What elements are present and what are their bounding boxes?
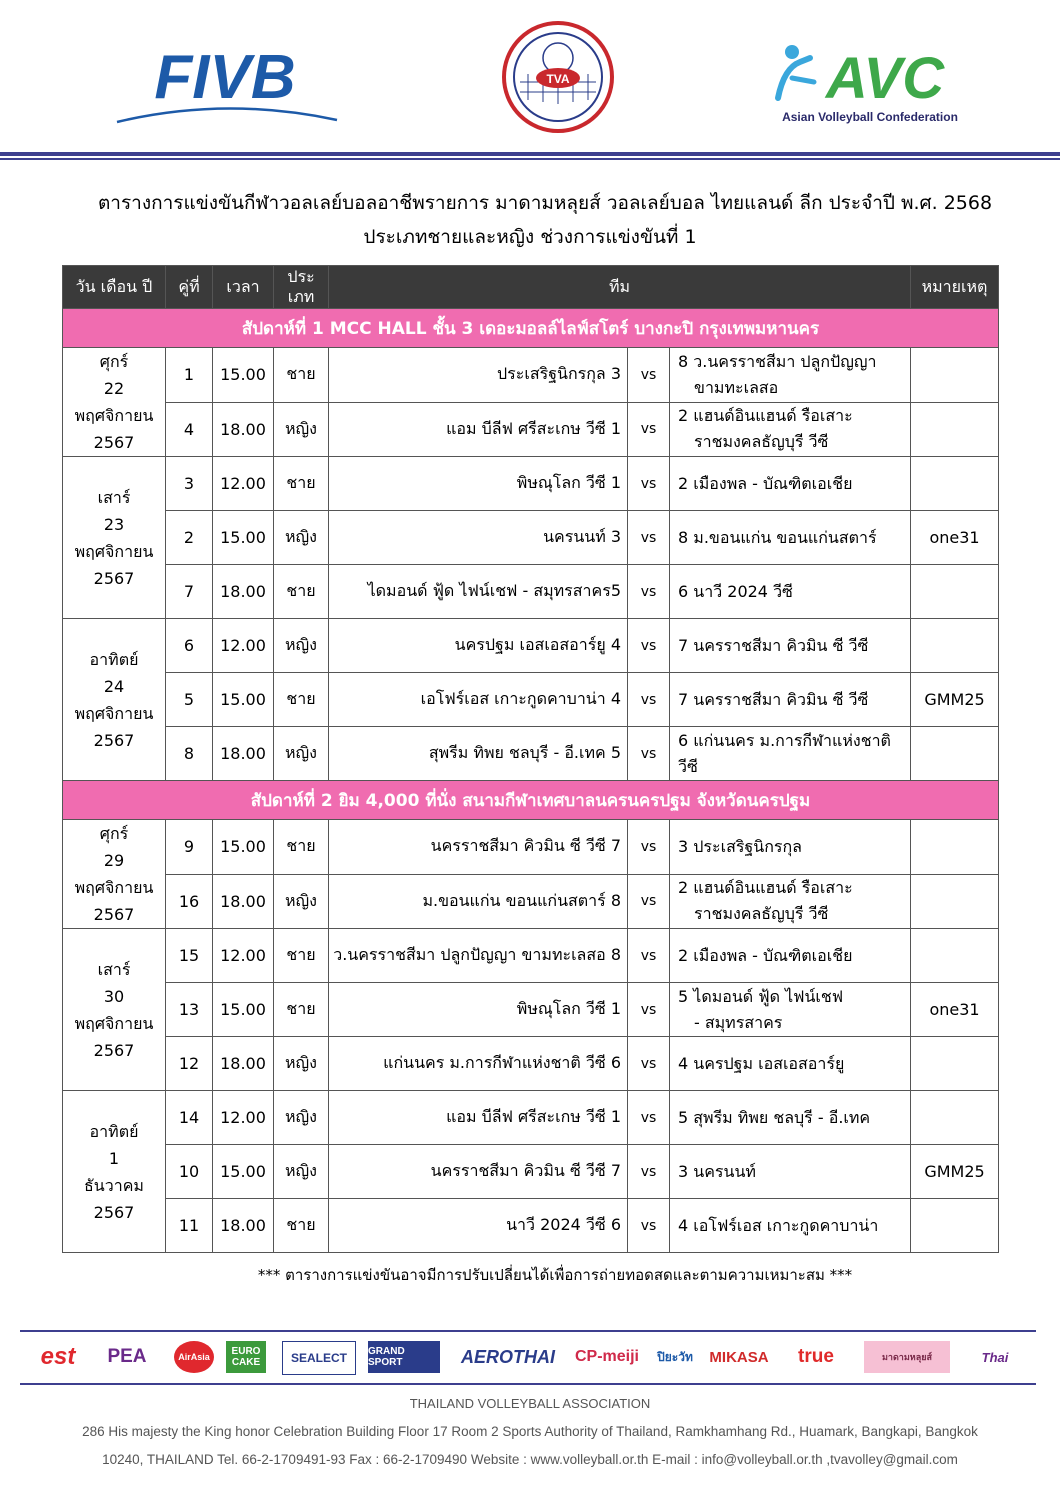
match-type: หญิง bbox=[274, 1091, 329, 1145]
away-team-line1: 2 แฮนด์อินแฮนด์ รือเสาะ bbox=[678, 878, 853, 898]
schedule-subtitle: ประเภทชายและหญิง ช่วงการแข่งขันที่ 1 bbox=[363, 226, 697, 248]
date-year: 2567 bbox=[93, 433, 135, 452]
date-year: 2567 bbox=[93, 568, 135, 588]
table-row bbox=[63, 673, 999, 727]
match-time: 15.00 bbox=[213, 1145, 274, 1199]
home-team: นาวี 2024 วีซี 6 bbox=[329, 1199, 628, 1253]
away-team-line1: 5 ไดมอนด์ ฟู้ด ไฟน์เชฟ bbox=[678, 986, 844, 1006]
sponsor-mikasa: MIKASA bbox=[709, 1348, 769, 1366]
table-header-row bbox=[63, 266, 999, 309]
away-team-line2: ขามทะเลสอ bbox=[694, 377, 779, 397]
away-team bbox=[670, 565, 911, 619]
match-no: 1 bbox=[166, 348, 213, 403]
sponsor-thai: Thai bbox=[981, 1349, 1009, 1365]
match-type: หญิง bbox=[274, 1037, 329, 1091]
date-year: 2567 bbox=[93, 1040, 135, 1060]
table-row bbox=[63, 820, 999, 875]
col-note: หมายเหตุ bbox=[911, 266, 999, 309]
home-team: ประเสริฐนิกรกุล 3 bbox=[329, 348, 628, 403]
away-team-line1: 6 แก่นนคร ม.การกีฬาแห่งชาติ วีซี bbox=[678, 730, 891, 776]
match-type: ชาย bbox=[274, 983, 329, 1037]
match-time: 15.00 bbox=[213, 673, 274, 727]
match-note bbox=[911, 457, 999, 511]
away-team-line1: 4 นครปฐม เอสเอสอาร์ยู bbox=[678, 1053, 845, 1073]
date-cell bbox=[63, 929, 166, 1091]
col-type-line1: ประ bbox=[287, 267, 315, 286]
match-no: 15 bbox=[166, 929, 213, 983]
table-row bbox=[63, 565, 999, 619]
match-no: 4 bbox=[166, 402, 213, 457]
footnote: *** ตารางการแข่งขันอาจมีการปรับเปลี่ยนได้เพื่อการถ่ายทอดสดและตามความเหมาะสม *** bbox=[257, 1266, 853, 1284]
away-team-line1: 4 เอโฟร์เอส เกาะกูดคาบาน่า bbox=[678, 1215, 879, 1235]
header-rule-thin bbox=[0, 158, 1060, 160]
vs-label: vs bbox=[628, 929, 670, 983]
match-type: ชาย bbox=[274, 565, 329, 619]
match-note: GMM25 bbox=[911, 673, 999, 727]
date-date: 22 bbox=[103, 379, 125, 398]
table-row bbox=[63, 929, 999, 983]
schedule-table bbox=[62, 265, 999, 1253]
schedule-body bbox=[63, 309, 999, 1253]
away-team bbox=[670, 983, 911, 1037]
away-team bbox=[670, 1199, 911, 1253]
table-row bbox=[63, 1145, 999, 1199]
date-date: 23 bbox=[103, 514, 125, 534]
away-team bbox=[670, 457, 911, 511]
vs-label: vs bbox=[628, 1145, 670, 1199]
match-time: 12.00 bbox=[213, 457, 274, 511]
match-note bbox=[911, 727, 999, 781]
match-time: 18.00 bbox=[213, 402, 274, 457]
col-time: เวลา bbox=[213, 266, 274, 309]
sponsor-rule-bottom bbox=[20, 1383, 1036, 1385]
vs-label: vs bbox=[628, 820, 670, 875]
table-row bbox=[63, 1091, 999, 1145]
date-month: พฤศจิกายน bbox=[74, 703, 154, 723]
footer-org: THAILAND VOLLEYBALL ASSOCIATION bbox=[409, 1396, 651, 1411]
week-heading: สัปดาห์ที่ 2 ยิม 4,000 ที่นั่ง สนามกีฬาเทศบาลนครนครปฐม จังหวัดนครปฐม bbox=[63, 781, 999, 820]
match-note bbox=[911, 1199, 999, 1253]
away-team-line1: 8 ม.ขอนแก่น ขอนแก่นสตาร์ bbox=[678, 527, 877, 547]
away-team-line2: ราชมงคลธัญบุรี วีซี bbox=[694, 432, 829, 452]
table-row bbox=[63, 1199, 999, 1253]
away-team-line1: 5 สุพรีม ทิพย ชลบุรี - อี.เทค bbox=[678, 1107, 871, 1127]
week-heading-row bbox=[63, 309, 999, 348]
away-team-line1: 3 นครนนท์ bbox=[678, 1161, 756, 1181]
match-time: 18.00 bbox=[213, 874, 274, 929]
away-team bbox=[670, 727, 911, 781]
date-year: 2567 bbox=[93, 730, 135, 750]
col-match: คู่ที่ bbox=[166, 266, 213, 309]
away-team bbox=[670, 402, 911, 457]
date-cell bbox=[63, 820, 166, 929]
away-team-line1: 2 แฮนด์อินแฮนด์ รือเสาะ bbox=[678, 406, 853, 426]
sponsor-piyawat: ปิยะวัท bbox=[657, 1349, 693, 1364]
match-no: 3 bbox=[166, 457, 213, 511]
home-team: ไดมอนด์ ฟู้ด ไฟน์เชฟ - สมุทรสาคร5 bbox=[329, 565, 628, 619]
match-no: 2 bbox=[166, 511, 213, 565]
away-team bbox=[670, 348, 911, 403]
home-team: นครนนท์ 3 bbox=[329, 511, 628, 565]
date-date: 29 bbox=[103, 851, 125, 870]
away-team bbox=[670, 1037, 911, 1091]
home-team: ม.ขอนแก่น ขอนแก่นสตาร์ 8 bbox=[329, 874, 628, 929]
col-team: ทีม bbox=[329, 266, 911, 309]
sponsor-aerothai: AEROTHAI bbox=[461, 1346, 555, 1367]
vs-label: vs bbox=[628, 402, 670, 457]
date-cell bbox=[63, 1091, 166, 1253]
away-team-line2: ราชมงคลธัญบุรี วีซี bbox=[694, 904, 829, 924]
home-team: แอม บีลีฟ ศรีสะเกษ วีซี 1 bbox=[329, 1091, 628, 1145]
match-type: ชาย bbox=[274, 673, 329, 727]
away-team-line1: 7 นครราชสีมา คิวมิน ซี วีซี bbox=[678, 689, 869, 709]
table-row bbox=[63, 983, 999, 1037]
date-month: พฤศจิกายน bbox=[74, 878, 154, 897]
date-day: อาทิตย์ bbox=[89, 649, 139, 669]
home-team: เอโฟร์เอส เกาะกูดคาบาน่า 4 bbox=[329, 673, 628, 727]
away-team bbox=[670, 820, 911, 875]
match-type: หญิง bbox=[274, 727, 329, 781]
date-year: 2567 bbox=[93, 1202, 135, 1222]
fivb-logo bbox=[115, 38, 340, 128]
date-day: เสาร์ bbox=[97, 487, 131, 507]
away-team-line2: - สมุทรสาคร bbox=[694, 1012, 783, 1032]
match-type: หญิง bbox=[274, 402, 329, 457]
match-note bbox=[911, 402, 999, 457]
match-type: ชาย bbox=[274, 348, 329, 403]
match-no: 13 bbox=[166, 983, 213, 1037]
date-month: ธันวาคม bbox=[84, 1175, 144, 1195]
table-row bbox=[63, 511, 999, 565]
date-day: เสาร์ bbox=[97, 959, 131, 979]
match-note bbox=[911, 929, 999, 983]
home-team: สุพรีม ทิพย ชลบุรี - อี.เทค 5 bbox=[329, 727, 628, 781]
match-time: 18.00 bbox=[213, 565, 274, 619]
date-day: ศุกร์ bbox=[99, 352, 129, 371]
header-rule-thick bbox=[0, 152, 1060, 156]
footer-address: 286 His majesty the King honor Celebration Building Floor 17 Room 2 Sports Authority of Thailand, Ramkhamhang Rd., Huamark, Bangkapi, Bangkok bbox=[82, 1424, 978, 1439]
match-no: 11 bbox=[166, 1199, 213, 1253]
match-no: 5 bbox=[166, 673, 213, 727]
match-note: GMM25 bbox=[911, 1145, 999, 1199]
table-row bbox=[63, 1037, 999, 1091]
match-no: 9 bbox=[166, 820, 213, 875]
avc-logo bbox=[770, 38, 970, 133]
match-type: หญิง bbox=[274, 511, 329, 565]
match-time: 18.00 bbox=[213, 727, 274, 781]
match-time: 18.00 bbox=[213, 1037, 274, 1091]
vs-label: vs bbox=[628, 457, 670, 511]
col-type-line2: เภท bbox=[287, 287, 315, 306]
avc-logo-text: AVC bbox=[825, 46, 945, 108]
date-cell bbox=[63, 348, 166, 457]
page-header bbox=[0, 0, 1060, 160]
match-note bbox=[911, 348, 999, 403]
home-team: นครปฐม เอสเอสอาร์ยู 4 bbox=[329, 619, 628, 673]
vs-label: vs bbox=[628, 673, 670, 727]
match-no: 16 bbox=[166, 874, 213, 929]
table-row bbox=[63, 348, 999, 403]
away-team bbox=[670, 929, 911, 983]
table-row bbox=[63, 457, 999, 511]
match-time: 12.00 bbox=[213, 619, 274, 673]
match-type: หญิง bbox=[274, 874, 329, 929]
date-cell bbox=[63, 619, 166, 781]
home-team: ว.นครราชสีมา ปลูกปัญญา ขามทะเลสอ 8 bbox=[329, 929, 628, 983]
match-no: 14 bbox=[166, 1091, 213, 1145]
date-date: 1 bbox=[108, 1148, 120, 1168]
sponsor-madame-louis: มาดามหลุยส์ bbox=[864, 1341, 950, 1373]
footer-contact: 10240, THAILAND Tel. 66-2-1709491-93 Fax : 66-2-1709490 Website : www.volleyball.or.th E-mail : info@volleyball.or.th ,tvavolley@gmail.com bbox=[102, 1452, 958, 1467]
vs-label: vs bbox=[628, 348, 670, 403]
away-team bbox=[670, 673, 911, 727]
table-row bbox=[63, 402, 999, 457]
away-team-line1: 3 ประเสริฐนิกรกุล bbox=[678, 836, 802, 856]
away-team bbox=[670, 511, 911, 565]
match-time: 15.00 bbox=[213, 348, 274, 403]
sponsor-rule-top bbox=[20, 1330, 1036, 1332]
vs-label: vs bbox=[628, 727, 670, 781]
date-date: 24 bbox=[103, 676, 125, 696]
match-time: 12.00 bbox=[213, 929, 274, 983]
sponsor-true: true bbox=[798, 1346, 834, 1367]
away-team-line1: 8 ว.นครราชสีมา ปลูกปัญญา bbox=[678, 351, 877, 371]
match-type: หญิง bbox=[274, 1145, 329, 1199]
vs-label: vs bbox=[628, 983, 670, 1037]
away-team-line1: 7 นครราชสีมา คิวมิน ซี วีซี bbox=[678, 635, 869, 655]
home-team: นครราชสีมา คิวมิน ซี วีซี 7 bbox=[329, 820, 628, 875]
home-team: แก่นนคร ม.การกีฬาแห่งชาติ วีซี 6 bbox=[329, 1037, 628, 1091]
match-time: 15.00 bbox=[213, 820, 274, 875]
date-cell bbox=[63, 457, 166, 619]
away-team bbox=[670, 1145, 911, 1199]
away-team-line1: 2 เมืองพล - บัณฑิตเอเชีย bbox=[678, 945, 853, 965]
vs-label: vs bbox=[628, 565, 670, 619]
date-month: พฤศจิกายน bbox=[74, 1013, 154, 1033]
col-date: วัน เดือน ปี bbox=[63, 266, 166, 309]
away-team bbox=[670, 619, 911, 673]
week-heading-row bbox=[63, 781, 999, 820]
match-time: 15.00 bbox=[213, 511, 274, 565]
tva-logo-text: TVA bbox=[546, 72, 570, 86]
sponsor-pea: PEA bbox=[107, 1346, 147, 1367]
match-type: ชาย bbox=[274, 820, 329, 875]
date-month: พฤศจิกายน bbox=[74, 406, 154, 425]
home-team: พิษณุโลก วีซี 1 bbox=[329, 457, 628, 511]
sponsor-airasia: AirAsia bbox=[174, 1341, 214, 1373]
date-day: อาทิตย์ bbox=[89, 1121, 139, 1141]
away-team bbox=[670, 1091, 911, 1145]
avc-subtitle: Asian Volleyball Confederation bbox=[782, 110, 958, 124]
sponsor-bar bbox=[28, 1337, 1038, 1377]
vs-label: vs bbox=[628, 1199, 670, 1253]
col-type bbox=[274, 266, 329, 309]
home-team: นครราชสีมา คิวมิน ซี วีซี 7 bbox=[329, 1145, 628, 1199]
match-no: 12 bbox=[166, 1037, 213, 1091]
fivb-logo-text: FIVB bbox=[154, 43, 296, 112]
vs-label: vs bbox=[628, 1037, 670, 1091]
match-no: 6 bbox=[166, 619, 213, 673]
sponsor-grandsport: GRAND SPORT bbox=[368, 1341, 440, 1373]
away-team-line1: 2 เมืองพล - บัณฑิตเอเชีย bbox=[678, 473, 853, 493]
schedule-title: ตารางการแข่งขันกีฬาวอลเลย์บอลอาชีพรายการ มาดามหลุยส์ วอลเลย์บอล ไทยแลนด์ ลีก ประจำปี พ.ศ. 2568 bbox=[97, 192, 993, 214]
away-team-line1: 6 นาวี 2024 วีซี bbox=[678, 581, 793, 601]
sponsor-cpmeiji: CP-meiji bbox=[574, 1348, 639, 1365]
vs-label: vs bbox=[628, 874, 670, 929]
match-no: 8 bbox=[166, 727, 213, 781]
date-month: พฤศจิกายน bbox=[74, 541, 154, 561]
table-row bbox=[63, 874, 999, 929]
match-note bbox=[911, 874, 999, 929]
sponsor-est: est bbox=[40, 1343, 76, 1370]
match-time: 18.00 bbox=[213, 1199, 274, 1253]
date-day: ศุกร์ bbox=[99, 824, 129, 843]
match-no: 7 bbox=[166, 565, 213, 619]
match-note: one31 bbox=[911, 511, 999, 565]
date-date: 30 bbox=[103, 986, 125, 1006]
table-row bbox=[63, 727, 999, 781]
sponsor-sealect: SEALECT bbox=[282, 1341, 356, 1375]
home-team: พิษณุโลก วีซี 1 bbox=[329, 983, 628, 1037]
table-row bbox=[63, 619, 999, 673]
vs-label: vs bbox=[628, 1091, 670, 1145]
match-no: 10 bbox=[166, 1145, 213, 1199]
sponsor-eurocake: EURO CAKE bbox=[226, 1341, 266, 1373]
match-time: 12.00 bbox=[213, 1091, 274, 1145]
match-type: หญิง bbox=[274, 619, 329, 673]
match-type: ชาย bbox=[274, 929, 329, 983]
vs-label: vs bbox=[628, 511, 670, 565]
week-heading: สัปดาห์ที่ 1 MCC HALL ชั้น 3 เดอะมอลล์ไลฟ์สโตร์ บางกะปิ กรุงเทพมหานคร bbox=[63, 309, 999, 348]
match-note bbox=[911, 1037, 999, 1091]
match-note bbox=[911, 619, 999, 673]
match-note bbox=[911, 820, 999, 875]
vs-label: vs bbox=[628, 619, 670, 673]
date-year: 2567 bbox=[93, 905, 135, 924]
match-type: ชาย bbox=[274, 1199, 329, 1253]
away-team bbox=[670, 874, 911, 929]
home-team: แอม บีลีฟ ศรีสะเกษ วีซี 1 bbox=[329, 402, 628, 457]
match-time: 15.00 bbox=[213, 983, 274, 1037]
match-note bbox=[911, 1091, 999, 1145]
tva-logo bbox=[498, 20, 618, 135]
match-note bbox=[911, 565, 999, 619]
match-type: ชาย bbox=[274, 457, 329, 511]
match-note: one31 bbox=[911, 983, 999, 1037]
